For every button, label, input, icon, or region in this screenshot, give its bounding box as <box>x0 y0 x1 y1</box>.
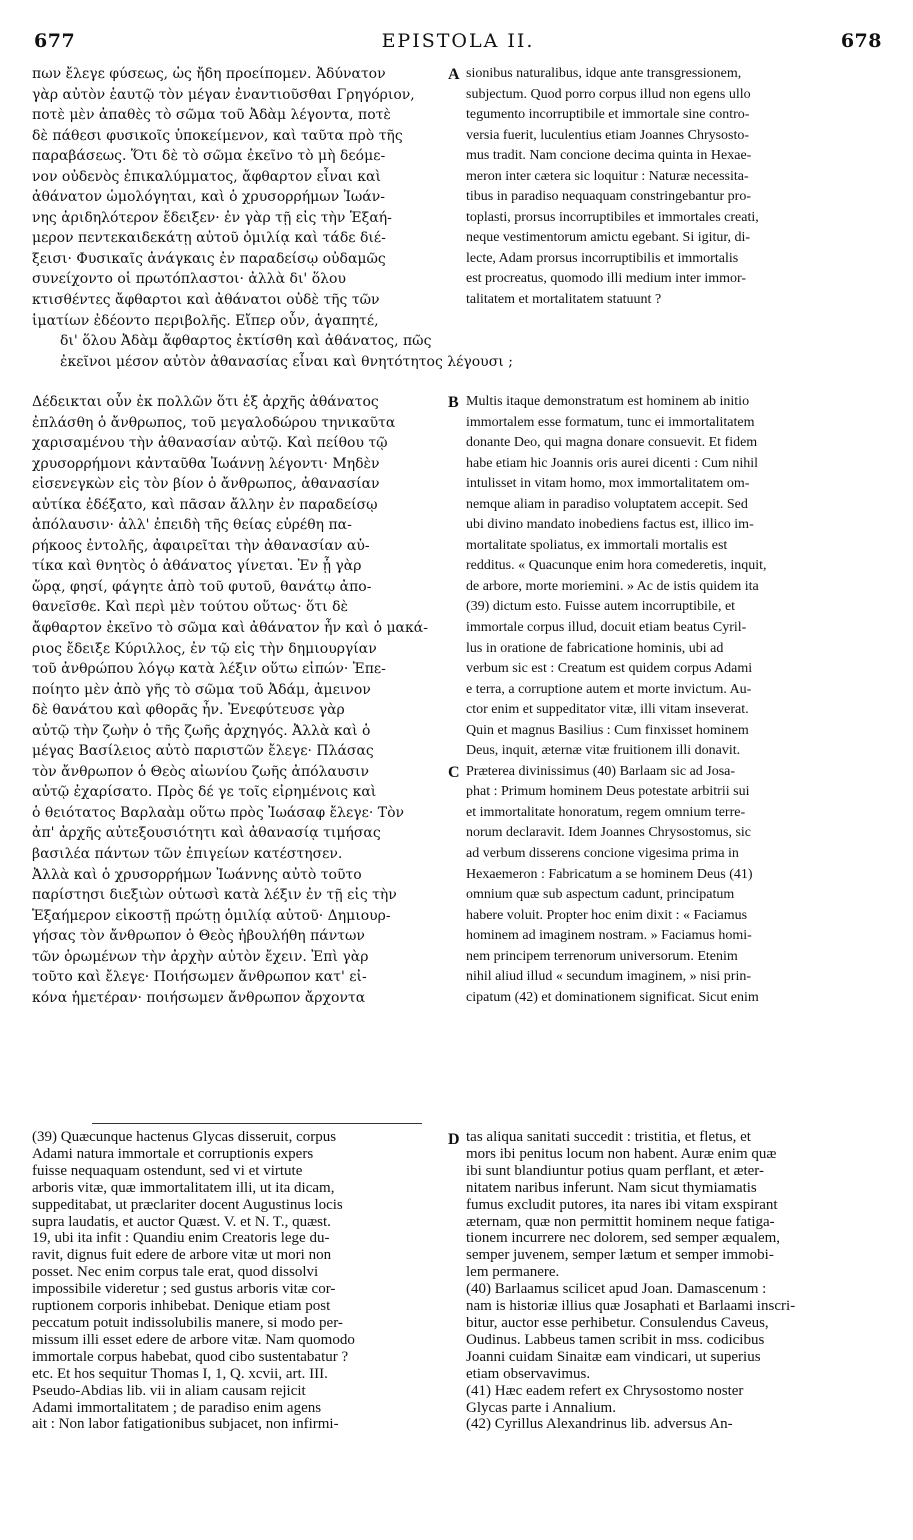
footnote-line: (42) Cyrillus Alexandrinus lib. adversus An- <box>466 1416 733 1433</box>
latin-column-main <box>466 392 886 1008</box>
footnote-line: (39) Quæcunque hactenus Glycas disseruit, corpus <box>32 1129 337 1145</box>
greek-spanning-lines <box>60 331 890 372</box>
footnote-line: nam is historiæ illius quæ Josaphati et Barlaami inscri- <box>466 1298 796 1315</box>
greek-line: ξεισι· Φυσικαῖς ἀνάγκαις ἐν παραδείσῳ οὐδαμῶς <box>32 250 386 267</box>
footnote-line: tas aliqua sanitati succedit : tristitia, et fletus, et <box>466 1129 751 1145</box>
footnote-line: arboris vitæ, quæ immortalitatem illi, ut ita dicam, <box>32 1179 335 1196</box>
running-title: EPISTOLA II. <box>381 30 535 52</box>
footnote-line: ruptionem corporis inhibebat. Denique etiam post <box>32 1298 331 1315</box>
greek-line: ποίητο μὲν ἀπὸ γῆς τὸ σῶμα τοῦ Ἀδάμ, ἀμεινον <box>32 681 371 698</box>
section-marker-b: B <box>448 394 459 411</box>
footnote-line: Adami natura immortale et corruptionis expers <box>32 1145 314 1162</box>
footnote-line: (41) Hæc eadem refert ex Chrysostomo noster <box>466 1382 744 1399</box>
latin-line: verbum sic est : Creatum est quidem corpus Adami <box>466 661 753 677</box>
latin-line: mortalitate spoliatus, ex immortali mortalis est <box>466 537 728 553</box>
greek-line: βασιλέα πάντων τῶν ἐπιγείων κατέστησεν. <box>32 846 343 863</box>
footnote-line: ait : Non labor fatigationibus subjacet, non infirmi- <box>32 1416 339 1433</box>
latin-line: nemque aliam in paradiso voluptatem accepit. Sed <box>466 496 748 512</box>
greek-line: αὐτίκα ἐδέξατο, καὶ πᾶσαν ἄλλην ἐν παραδείσῳ <box>32 496 378 513</box>
latin-line: hominem ad imaginem nostram. » Faciamus homi- <box>466 928 752 944</box>
greek-line: χαρισαμένου τὴν ἀθανασίαν αὐτῷ. Καὶ πείθου τῷ <box>32 435 388 452</box>
footnote-line: posset. Nec enim corpus tale erat, quod dissolvi <box>32 1264 319 1281</box>
greek-line: ποτὲ μὲν ἀπαθὲς τὸ σῶμα τοῦ Ἀδὰμ λέγοντα, ποτὲ <box>32 107 391 124</box>
greek-line: ὁ θειότατος Βαρλαὰμ οὕτω πρὸς Ἰωάσαφ ἔλεγε· Τὸν <box>32 804 405 821</box>
greek-line: ἐκεῖνοι μέσον αὐτὸν ἀθανασίας εἶναι καὶ θνητότητος λέγουσι ; <box>60 353 513 370</box>
greek-line: ἀθάνατον ὡμολόγηται, καὶ ὁ χρυσορρήμων Ἰωάν- <box>32 189 385 206</box>
greek-column-top <box>32 64 444 331</box>
footnote-line: tionem incurrere nec dolorem, sed semper æqualem, <box>466 1230 781 1247</box>
footnote-line: peccatum potuit indissolubilis manere, si modo per- <box>32 1314 343 1331</box>
greek-line: τίκα καὶ θνητὸς ὁ ἀθάνατος γίνεται. Ἐν ᾗ γὰρ <box>32 558 362 575</box>
greek-line: τοῦτο καὶ ἔλεγε· Ποιήσωμεν ἄνθρωπον κατ' εἰ- <box>32 969 367 986</box>
latin-line: norum declaravit. Idem Joannes Chrysostomus, sic <box>466 825 752 841</box>
greek-line: τῶν ὁρωμένων τὴν ἀρχὴν αὐτὸν ἔχειν. Ἐπὶ γὰρ <box>32 948 369 965</box>
footnotes-right-column <box>466 1129 886 1433</box>
section-marker-c: C <box>448 764 460 781</box>
greek-line: μερον πεντεκαιδεκάτῃ αὐτοῦ ὁμιλίᾳ καὶ τάδε διέ- <box>32 230 386 247</box>
greek-line: ρήκοος ἐντολῆς, ἀφαιρεῖται τὴν ἀθανασίαν αὐ- <box>32 537 370 554</box>
running-header <box>34 26 882 58</box>
latin-line: Deus, inquit, æternæ vitæ fruitionem illi donavit. <box>466 743 741 759</box>
latin-line: nihil aliud illud « secundum imaginem, » nisi prin- <box>466 969 752 985</box>
latin-line: donante Deo, qui magna donare consuevit. Et fidem <box>466 435 758 451</box>
greek-line: τὸν ἄνθρωπον ὁ Θεὸς αἰωνίου ζωῆς ἀπόλαυσιν <box>32 763 370 780</box>
greek-line: ριος ἔδειξε Κύριλλος, ἐν τῷ εἰς τὴν δημιουργίαν <box>32 640 377 657</box>
greek-line: κόνα ἡμετέραν· ποιήσωμεν ἄνθρωπον ἄρχοντα <box>32 989 366 1006</box>
greek-line: ἄφθαρτον ἐκεῖνο τὸ σῶμα καὶ ἀθάνατον ἦν καὶ ὁ μακά- <box>32 620 428 637</box>
greek-line: ὥρᾳ, φησί, φάγητε ἀπὸ τοῦ φυτοῦ, θανάτῳ ἀπο- <box>32 578 372 595</box>
greek-line: Ἑξαήμερον εἰκοστῇ πρώτῃ ὁμιλίᾳ αὐτοῦ· Δημιουρ- <box>32 907 391 924</box>
section-marker-a: A <box>448 66 460 83</box>
latin-line: habe etiam hic Joannis oris aurei dicenti : Cum nihil <box>466 455 758 471</box>
latin-line: ctor enim et suppeditator vitæ, illi vitam inseverat. <box>466 702 749 718</box>
latin-line: (39) dictum esto. Fuisse autem incorruptibile, et <box>466 599 736 615</box>
footnote-line: fumus excludit putores, ita nares ibi vitam exspirant <box>466 1196 778 1213</box>
greek-line: αὐτῷ τὴν ζωὴν ὁ τῆς ζωῆς ἀρχηγός. Ἀλλὰ καὶ ὁ <box>32 722 371 739</box>
section-marker-d: D <box>448 1131 460 1148</box>
footnote-line: suppeditabat, ut præclariter docent Augustinus locis <box>32 1196 343 1213</box>
latin-line: Præterea divinissimus (40) Barlaam sic ad Josa- <box>466 763 736 779</box>
latin-line: toplasti, prorsus incorruptibiles et immortales creati, <box>466 209 759 225</box>
greek-line: νης ἀριδηλότερον ἔδειξεν· ἐν γὰρ τῇ εἰς τὴν Ἑξαή- <box>32 209 392 226</box>
latin-line: subjectum. Quod porro corpus illud non egens ullo <box>466 86 751 102</box>
greek-line: δὲ θανάτου καὶ φθορᾶς ἦν. Ἐνεφύτευσε γὰρ <box>32 702 345 719</box>
greek-line: δὲ πάθεσι φυσικοῖς ὑποκείμενον, καὶ ταῦτα πρὸ τῆς <box>32 127 403 144</box>
greek-line: ἐπλάσθη ὁ ἄνθρωπος, τοῦ μεγαλοδώρου τηνικαῦτα <box>32 414 396 431</box>
greek-line: παρίστησι διεξιὼν οὑτωσὶ κατὰ λέξιν ἐν τῇ εἰς τὴν <box>32 887 397 904</box>
greek-line: συνείχοντο οἱ πρωτόπλαστοι· ἀλλὰ δι' ὅλου <box>32 271 346 288</box>
greek-line: ἀπ' ἀρχῆς αὐτεξουσιότητι καὶ ἀθανασίᾳ τιμήσας <box>32 825 381 842</box>
footnote-line: etc. Et hos sequitur Thomas I, 1, Q. xcvii, art. III. <box>32 1365 328 1382</box>
footnote-line: Glycas parte i Annalium. <box>466 1399 616 1416</box>
latin-line: immortale corpus illud, docuit etiam beatus Cyril- <box>466 620 747 636</box>
latin-line: tegumento incorruptibile et immortale sine contro- <box>466 107 750 123</box>
footnote-line: ravit, dignus fuit edere de arbore vitæ ut mori non <box>32 1247 332 1264</box>
footnote-line: 19, ubi ita infit : Quandiu enim Creatoris lege du- <box>32 1230 330 1247</box>
greek-line: νον οὐδενὸς ἐπικαλύμματος, ἄφθαρτον εἶναι καὶ <box>32 168 381 185</box>
latin-line: versia fuerit, luculentius etiam Joannes Chrysosto- <box>466 127 750 143</box>
greek-line: παραβάσεως. Ὅτι δὲ τὸ σῶμα ἐκεῖνο τὸ μὴ δεόμε- <box>32 148 386 165</box>
latin-line: Quin et magnus Basilius : Cum finxisset hominem <box>466 722 749 738</box>
latin-line: immortalem esse formatum, tunc ei immortalitatem <box>466 414 755 430</box>
greek-line: Ἀλλὰ καὶ ὁ χρυσορρήμων Ἰωάννης αὐτὸ τοῦτο <box>32 866 362 883</box>
footnote-line: (40) Barlaamus scilicet apud Joan. Damascenum : <box>466 1281 767 1298</box>
footnotes-left-column <box>32 1129 444 1433</box>
latin-line: tibus in paradiso nequaquam constringebantur pro- <box>466 189 751 205</box>
greek-line: Δέδεικται οὖν ἐκ πολλῶν ὅτι ἐξ ἀρχῆς ἀθάνατος <box>32 394 379 410</box>
latin-line: lus in oratione de fabricatione hominis, ubi ad <box>466 640 724 656</box>
greek-line: αὐτῷ ἐχαρίσατο. Πρὸς δέ γε τοῖς εἰρημένοις καὶ <box>32 784 377 801</box>
latin-line: neque vestimentorum amictu egebant. Si igitur, di- <box>466 230 751 246</box>
latin-line: phat : Primum hominem Deus potestate arbitrii sui <box>466 784 750 800</box>
latin-column-top <box>466 64 886 311</box>
greek-line: γὰρ αὐτὸν ἑαυτῷ τὸν μέγαν ἐναντιοῦσθαι Γρηγόριον, <box>32 86 415 103</box>
greek-column-main <box>32 392 444 1008</box>
greek-line: μέγας Βασίλειος αὐτὸ παριστῶν ἔλεγε· Πλάσας <box>32 743 374 760</box>
footnote-line: supra laudatis, et auctor Quæst. V. et N. T., quæst. <box>32 1213 331 1230</box>
latin-line: talitatem et mortalitatem statuunt ? <box>466 292 662 308</box>
footnote-line: nitatem naribus inferunt. Nam sicut thymiamatis <box>466 1179 757 1196</box>
latin-line: intulisset in vitam homo, mox immortalitatem om- <box>466 476 750 492</box>
latin-line: habere voluit. Propter hoc enim dixit : « Faciamus <box>466 907 748 923</box>
latin-line: redditus. « Quacunque enim hora comederetis, inquit, <box>466 558 767 574</box>
footnote-line: Joanni cuidam Sinaitæ eam vindicari, ut superius <box>466 1348 761 1365</box>
greek-line: κτισθέντες ἄφθαρτοι καὶ ἀθάνατοι οὐδὲ τῆς τῶν <box>32 292 380 309</box>
footnote-line: missum illi esset edere de arbore vitæ. Nam quomodo <box>32 1331 355 1348</box>
latin-line: est procreatus, quomodo illi medium inter immor- <box>466 271 747 287</box>
footnote-line: lem permanere. <box>466 1264 560 1281</box>
greek-line: εἰσενεγκὼν εἰς τὸν βίον ὁ ἄνθρωπος, ἀθανασίαν <box>32 476 380 493</box>
footnote-line: mors ibi penitus locum non habent. Auræ enim quæ <box>466 1145 777 1162</box>
latin-line: cipatum (42) et dominationem significat. Sicut enim <box>466 989 759 1005</box>
footnote-line: semper juvenem, semper lætum et semper immobi- <box>466 1247 774 1264</box>
latin-line: Multis itaque demonstratum est hominem ab initio <box>466 394 750 409</box>
latin-line: omnium quæ sub aspectum cadunt, principatum <box>466 887 735 903</box>
latin-line: mus tradit. Nam concione decima quinta in Hexae- <box>466 148 752 164</box>
footnote-line: æternam, quæ non permittit hominem neque fatiga- <box>466 1213 775 1230</box>
latin-line: e terra, a corruptione autem et morte invictum. Au- <box>466 681 752 697</box>
footnote-line: fuisse nequaquam ostendunt, sed vi et virtute <box>32 1162 303 1179</box>
footnote-line: ibi sunt blandiuntur potius quam perflant, et æter- <box>466 1162 764 1179</box>
footnote-line: etiam observavimus. <box>466 1365 591 1382</box>
latin-line: ubi divino mandato inobediens factus est, illico im- <box>466 517 754 533</box>
page-number-right: 678 <box>840 30 882 52</box>
footnote-line: Oudinus. Labbeus tamen scribit in mss. codicibus <box>466 1331 765 1348</box>
greek-line: ἱματίων ἐδέοντο περιβολῆς. Εἴπερ οὖν, ἀγαπητέ, <box>32 312 379 329</box>
greek-line: πων ἔλεγε φύσεως, ὡς ἤδη προείπομεν. Ἀδύνατον <box>32 66 386 82</box>
footnote-line: Pseudo-Abdias lib. vii in aliam causam rejicit <box>32 1382 306 1399</box>
latin-line: lecte, Adam prorsus incorruptibilis et immortalis <box>466 250 739 266</box>
footnote-line: Adami immortalitatem ; de paradiso enim agens <box>32 1399 322 1416</box>
greek-line: θανεῖσθε. Καὶ περὶ μὲν τούτου οὕτως· ὅτι δὲ <box>32 599 349 616</box>
footnote-line: immortale corpus habebat, quod cibo sustentabatur ? <box>32 1348 349 1365</box>
footnote-divider <box>92 1123 422 1124</box>
greek-line: τοῦ ἀνθρώπου λόγῳ κατὰ λέξιν οὕτω εἰπών· Ἐπε- <box>32 661 386 678</box>
latin-line: de arbore, morte moriemini. » Ac de istis quidem ita <box>466 578 759 594</box>
greek-line: δι' ὅλου Ἀδὰμ ἄφθαρτος ἐκτίσθη καὶ ἀθάνατος, πῶς <box>60 333 432 349</box>
latin-line: Hexaemeron : Fabricatum a se hominem Deus (41) <box>466 866 753 882</box>
latin-line: sionibus naturalibus, idque ante transgressionem, <box>466 66 742 81</box>
greek-line: ἀπόλαυσιν· ἀλλ' ἐπειδὴ τῆς θείας εὑρέθη πα- <box>32 517 352 534</box>
latin-line: et immortalitate honoratum, regem omnium terre- <box>466 804 746 820</box>
greek-line: χρυσορρήμονι κἀνταῦθα Ἰωάννῃ λέγοντι· Μηδὲν <box>32 455 380 472</box>
page-number-left: 677 <box>34 30 76 52</box>
latin-line: meron inter cætera sic loquitur : Naturæ necessita- <box>466 168 749 184</box>
greek-line: γήσας τὸν ἄνθρωπον ὁ Θεὸς ἠβουλήθη πάντων <box>32 928 365 945</box>
footnote-line: bitur, auctor esse perhibetur. Consulendus Caveus, <box>466 1314 769 1331</box>
latin-line: nem principem terrenorum universorum. Etenim <box>466 948 738 964</box>
footnote-line: impossibile videretur ; sed gustus arboris vitæ cor- <box>32 1281 336 1298</box>
latin-line: ad verbum disserens concione vigesima prima in <box>466 846 739 862</box>
